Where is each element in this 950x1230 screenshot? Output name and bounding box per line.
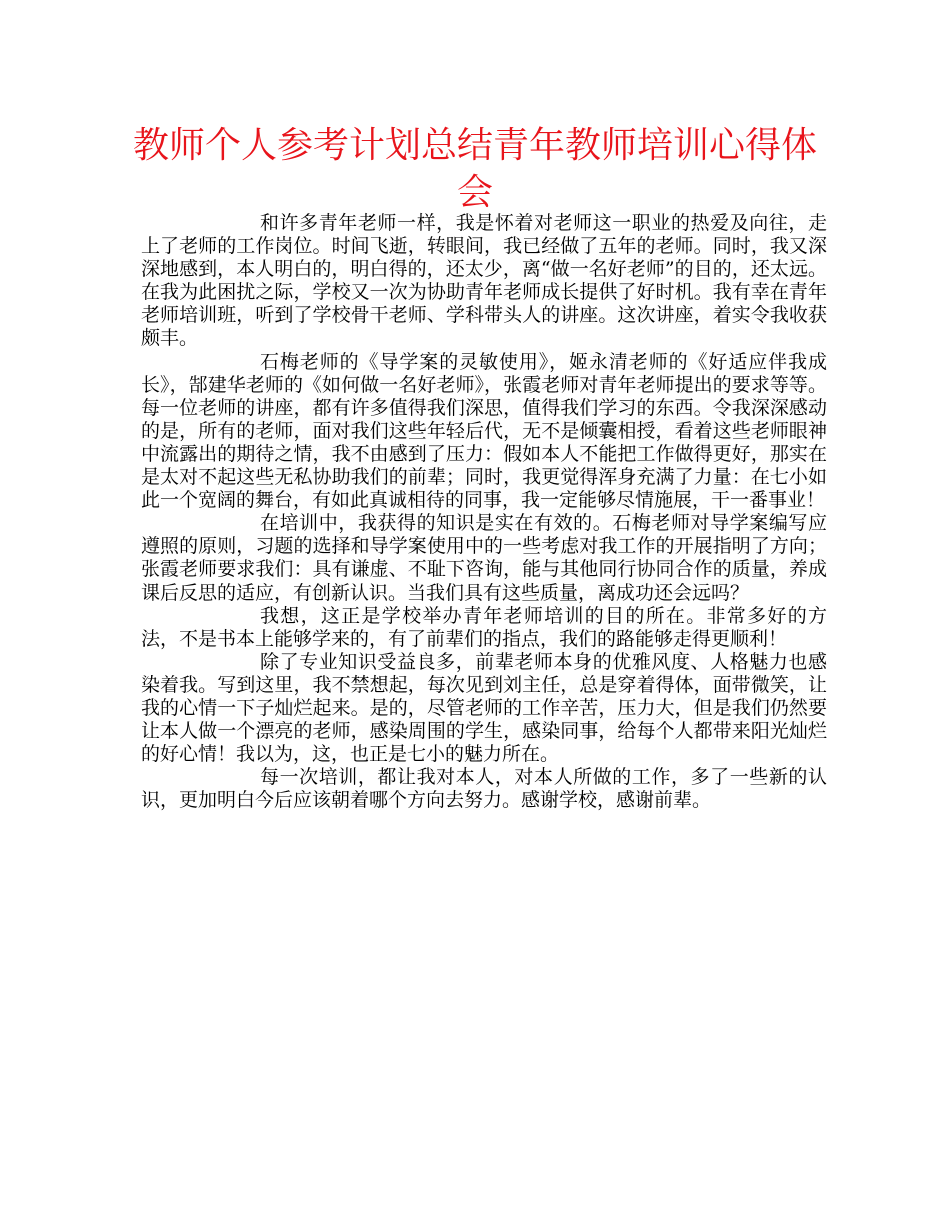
paragraph-1: 和许多青年老师一样，我是怀着对老师这一职业的热爱及向往，走上了老师的工作岗位。时间飞逝，转眼间，我已经做了五年的老师。同时，我又深深地感到，本人明白的，明白得的，还太少，离“做一名好老师”的目的，还太远。在我为此困扰之际，学校又一次为协助青年老师成长提供了好时机。我有幸在青年老师培训班，听到了学校骨干老师、学科带头人的讲座。这次讲座，着实令我收获颇丰。 <box>141 212 827 350</box>
document-body <box>141 212 827 812</box>
paragraph-3: 在培训中，我获得的知识是实在有效的。石梅老师对导学案编写应遵照的原则，习题的选择和导学案使用中的一些考虑对我工作的开展指明了方向；张霞老师要求我们：具有谦虚、不耻下咨询，能与其他同行协同合作的质量，养成课后反思的适应，有创新认识。当我们具有这些质量，离成功还会远吗？ <box>141 512 827 604</box>
document-title: 教师个人参考计划总结青年教师培训心得体会 <box>132 125 817 213</box>
paragraph-4: 我想，这正是学校举办青年老师培训的目的所在。非常多好的方法，不是书本上能够学来的，有了前辈们的指点，我们的路能够走得更顺利！ <box>141 604 827 650</box>
paragraph-2: 石梅老师的《导学案的灵敏使用》，姬永清老师的《好适应伴我成长》，郜建华老师的《如何做一名好老师》，张霞老师对青年老师提出的要求等等。每一位老师的讲座，都有许多值得我们深思，值得我们学习的东西。令我深深感动的是，所有的老师，面对我们这些年轻后代，无不是倾囊相授，看着这些老师眼神中流露出的期待之情，我不由感到了压力：假如本人不能把工作做得更好，那实在是太对不起这些无私协助我们的前辈；同时，我更觉得浑身充满了力量：在七小如此一个宽阔的舞台，有如此真诚相待的同事，我一定能够尽情施展，干一番事业！ <box>141 350 827 512</box>
paragraph-5: 除了专业知识受益良多，前辈老师本身的优雅风度、人格魅力也感染着我。写到这里，我不禁想起，每次见到刘主任，总是穿着得体，面带微笑，让我的心情一下子灿烂起来。是的，尽管老师的工作辛苦，压力大，但是我们仍然要让本人做一个漂亮的老师，感染周围的学生，感染同事，给每个人都带来阳光灿烂的好心情！我以为，这，也正是七小的魅力所在。 <box>141 650 827 766</box>
paragraph-6: 每一次培训，都让我对本人，对本人所做的工作，多了一些新的认识，更加明白今后应该朝着哪个方向去努力。感谢学校，感谢前辈。 <box>141 766 827 812</box>
